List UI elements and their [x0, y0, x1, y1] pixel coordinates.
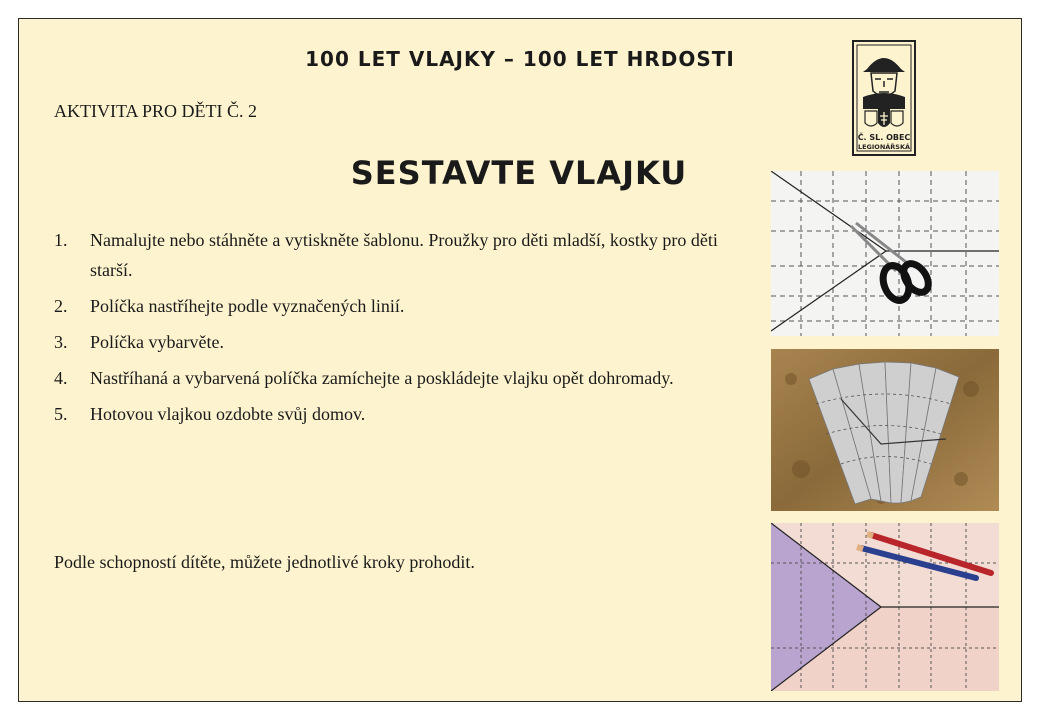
steps-list: [54, 225, 744, 435]
step-item: [54, 399, 744, 429]
main-title: SESTAVTE VLAJKU: [350, 154, 688, 192]
step-text: Nastříhaná a vybarvená políčka zamíchejte a poskládejte vlajku opět dohromady.: [90, 368, 674, 388]
step-item: [54, 291, 744, 321]
header-title: 100 LET VLAJKY – 100 LET HRDOSTI: [305, 47, 735, 71]
step-number: 2.: [54, 296, 68, 316]
step-text: Namalujte nebo stáhněte a vytiskněte šablonu. Proužky pro děti mladší, kostky pro děti starší.: [90, 230, 718, 280]
legionnaire-emblem-icon: [851, 39, 917, 157]
logo-text-2: LEGIONÁŘSKÁ: [857, 143, 911, 151]
step-number: 5.: [54, 404, 68, 424]
step-text: Hotovou vlajkou ozdobte svůj domov.: [90, 404, 366, 424]
photo-colored-flag: [771, 523, 999, 691]
step-text: Políčka vybarvěte.: [90, 332, 224, 352]
logo-text-1: Č. SL. OBEC: [857, 133, 911, 142]
step-number: 3.: [54, 332, 68, 352]
step-text: Políčka nastříhejte podle vyznačených linií.: [90, 296, 405, 316]
step-item: [54, 363, 744, 393]
step-number: 1.: [54, 230, 68, 250]
activity-label: AKTIVITA PRO DĚTI Č. 2: [54, 101, 258, 121]
step-number: 4.: [54, 368, 68, 388]
photo-fanned-strips: [771, 349, 999, 511]
note-text: Podle schopností dítěte, můžete jednotlivé kroky prohodit.: [54, 552, 475, 572]
slide: [18, 18, 1022, 702]
step-item: [54, 225, 744, 285]
photo-scissors-template: [771, 171, 999, 336]
step-item: [54, 327, 744, 357]
